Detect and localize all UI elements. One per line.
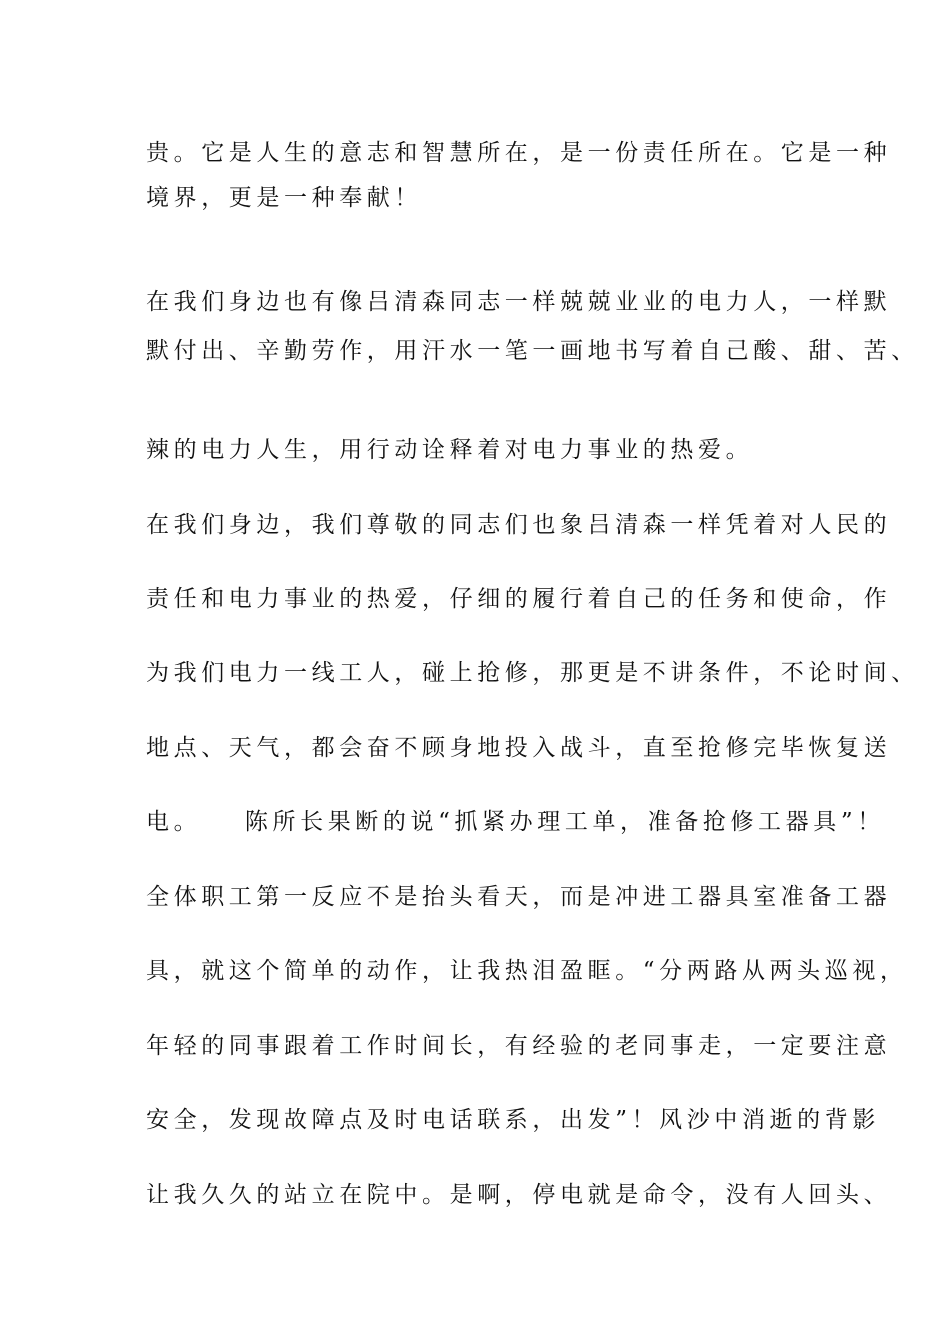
- text-line: 责任和电力事业的热爱，仔细的履行着自己的任务和使命，作: [146, 586, 892, 612]
- text-line: 全体职工第一反应不是抬头看天，而是冲进工器具室准备工器: [146, 884, 892, 910]
- text-line: 境界，更是一种奉献！: [146, 185, 422, 211]
- text-line: 电。 陈所长果断的说“抓紧办理工单，准备抢修工器具”！: [146, 809, 885, 835]
- text-line: 在我们身边，我们尊敬的同志们也象吕清森一样凭着对人民的: [146, 512, 892, 538]
- text-line: 让我久久的站立在院中。是啊，停电就是命令，没有人回头、: [146, 1182, 892, 1208]
- text-line: 年轻的同事跟着工作时间长，有经验的老同事走，一定要注意: [146, 1033, 892, 1059]
- text-line: 在我们身边也有像吕清森同志一样兢兢业业的电力人，一样默: [146, 289, 892, 315]
- text-line: 安全，发现故障点及时电话联系，出发”！风沙中消逝的背影: [146, 1107, 880, 1133]
- text-line: 贵。它是人生的意志和智慧所在，是一份责任所在。它是一种: [146, 140, 892, 166]
- text-line: 地点、天气，都会奋不顾身地投入战斗，直至抢修完毕恢复送: [146, 735, 892, 761]
- text-line: 具，就这个简单的动作，让我热泪盈眶。“分两路从两头巡视，: [146, 958, 908, 984]
- text-line: 默付出、辛勤劳作，用汗水一笔一画地书写着自己酸、甜、苦、: [146, 338, 919, 364]
- text-line: 为我们电力一线工人，碰上抢修，那更是不讲条件，不论时间、: [146, 660, 919, 686]
- text-line: 辣的电力人生，用行动诠释着对电力事业的热爱。: [146, 437, 754, 463]
